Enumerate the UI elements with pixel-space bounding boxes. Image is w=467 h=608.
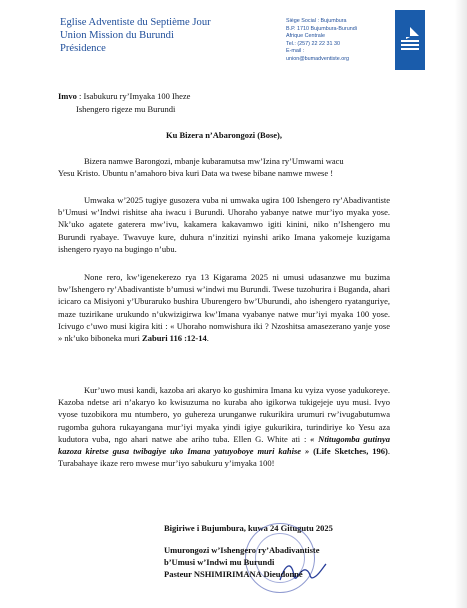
org-name-line1: Eglise Adventiste du Septième Jour (60, 17, 211, 28)
paragraph-4 (58, 384, 390, 469)
subject-text-line2: Ishengero rigeze mu Burundi (76, 104, 176, 114)
signatory-title-line1: Umurongozi w’Ishengero ry’Abadivantiste (164, 545, 320, 555)
contact-line: Tel.: (257) 22 22 31 30 (286, 40, 340, 47)
contact-line: Siège Social : Bujumbura (286, 18, 347, 24)
paragraph-4-text: Kur’uwo musi kandi, kazoba ari akaryo ko gushimira Imana ku vyiza vyose yadukoreye. Kazoba ndetse ari n’akaryo ko kwisuzuma no kuraba aho igikorwa tukigejeje uyu musi. Ivyo vyose tuzobikora mu ntumbero, yo guhereza urunganwe rukurikira urumuri rw’ivugabutumwa rugomba guhora rukayangana mur’iyi myaka yindi igiye gukurikira, turindiriye ko Yesu aza kudutora vuba, ngo ahari natwe abe ariho tuba. Ellen G. White ati : (58, 385, 390, 444)
scripture-reference: Zaburi 116 :12-14 (142, 333, 207, 344)
contact-line: B.P. 1710 Bujumbura-Burundi (286, 25, 357, 32)
paragraph-1-line2: Yesu Kristo. Ubuntu n’amahoro biva kuri Data wa twese bibane namwe mwese ! (58, 168, 334, 178)
contact-email: union@bumadventiste.org (286, 55, 350, 62)
page-edge-shadow (455, 0, 467, 608)
subject-text-line1: Isabukuru ry’Imyaka 100 Iheze (83, 91, 191, 101)
paragraph-3 (58, 271, 390, 344)
signatory-name: Pasteur NSHIMIRIMANA Dieudonné (164, 569, 303, 579)
paragraph-2: Umwaka w’2025 tugiye gusozera vuba ni umwaka ugira 100 Ishengero ry’Abadivantiste b’Umusi w’Indwi rishitse aha iwacu i Burundi. Uhoraho yabanye natwe mur’iyo myaka yose. Nk’uko agatete gaterera mw’ivu, kakamera kakavamwo igiti kinini, niko n’Ishengero mu Burundi ryabaye. Twavuye kure, duhura n’inzitizi nyinshi ariko Imana yakomeje kuzigama ishengero ryayo na bugingo n’ubu. (58, 195, 390, 254)
contact-block (286, 18, 376, 64)
paragraph-3-text: None rero, kw’igenekerezo rya 13 Kigarama 2025 ni umusi udasanzwe mu buzima bw’Ishengero ry’Abadivantiste b’umusi w’indwi mu Burundi. Twese tuzohurira i Buganda, ahari icicaro ca Misiyoni y’Uburaruko bushira Uburengero bw’Uburundi, aho ishengero ryatanguriye, maze tuzirikane urukundo n’ukwizigirwa kw’Imana vyabanye natwe mur’iyi myaka 100 yose. Icivugo c’uwo musi kigira kiti : « Uhoraho nomwishura iki ? Nzoshitsa amasezerano yanje yose » nk’uko biboneka muri (58, 272, 390, 344)
quote-source: (Life Sketches, 196) (309, 446, 388, 457)
subject-separator: : (76, 91, 84, 101)
paragraph-1-line1: Bizera namwe Barongozi, mbanje kubaramutsa mw’Izina ry’Umwami wacu (84, 156, 344, 166)
org-name-line2: Union Mission du Burundi (60, 30, 174, 41)
signatory-title-line2: b’Umusi w’Indwi mu Burundi (164, 557, 275, 567)
place-date: Bigiriwe i Bujumbura, kuwa 24 Gitugutu 2025 (164, 523, 333, 533)
org-name-line3: Présidence (60, 43, 106, 54)
contact-line: E-mail : (286, 48, 305, 55)
paragraph-3-end: . (206, 333, 209, 344)
paragraph-4-end: . Turabahaye ikaze rero mwese mur’iyo sabukuru y’imyaka 100! (58, 446, 390, 469)
contact-line: Afrique Centrale (286, 33, 325, 40)
salutation: Ku Bizera n’Abarongozi (Bose), (166, 130, 283, 140)
ellen-white-quote: « Ntitugomba gutinya kazoza kiretse gusa twibagiye uko Imana yatuyoboye muri kahise » (58, 433, 391, 457)
subject-label: Imvo (58, 91, 77, 101)
adventist-flame-logo-icon (395, 10, 425, 70)
subject-line (58, 91, 190, 101)
